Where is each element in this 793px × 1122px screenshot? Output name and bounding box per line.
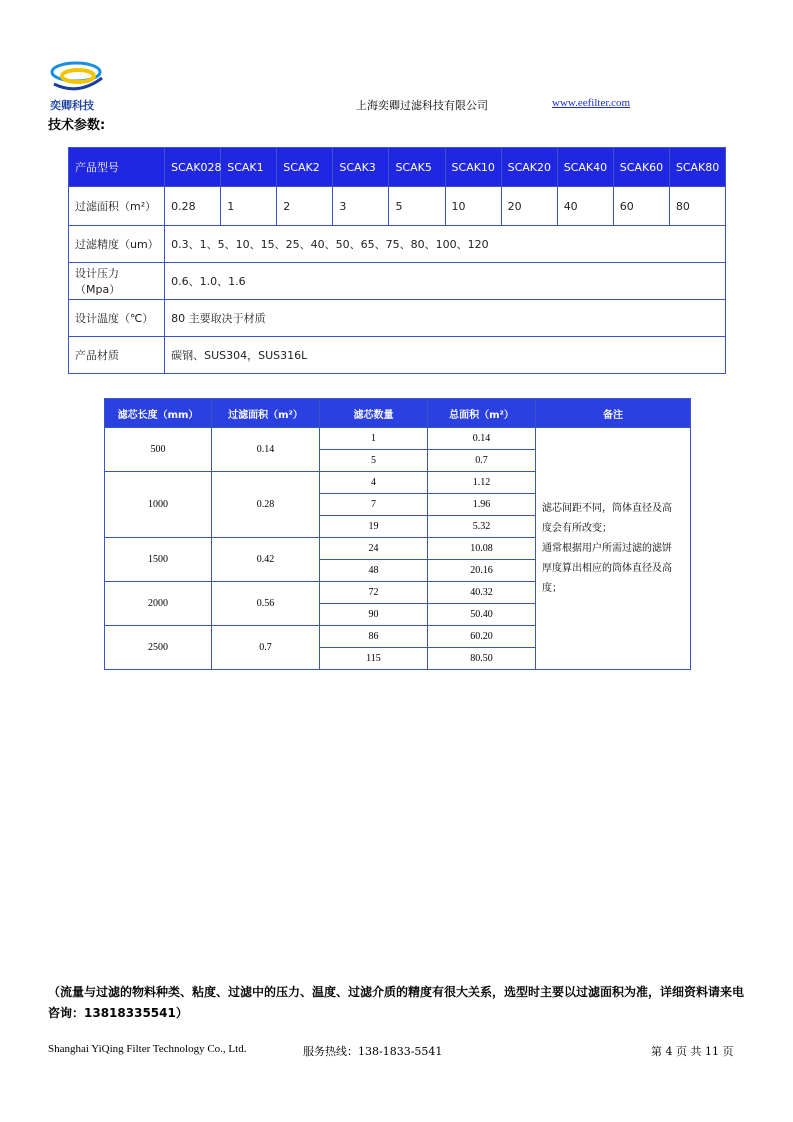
model-label: 产品型号 bbox=[69, 148, 165, 187]
area-cell: 0.28 bbox=[165, 187, 221, 226]
area-cell: 60 bbox=[613, 187, 669, 226]
total-area-cell: 20.16 bbox=[428, 560, 536, 582]
remark-line: 厚度算出相应的筒体直径及高 bbox=[542, 562, 672, 574]
model-cell: SCAK20 bbox=[501, 148, 557, 187]
total-area-cell: 0.7 bbox=[428, 450, 536, 472]
area-cell: 10 bbox=[445, 187, 501, 226]
spec-label: 产品材质 bbox=[69, 337, 165, 374]
footer-company: Shanghai YiQing Filter Technology Co., Ltd. bbox=[48, 1043, 247, 1055]
spec-label: 过滤精度（um） bbox=[69, 226, 165, 263]
remark-line: 度会有所改变； bbox=[542, 522, 612, 534]
model-cell: SCAK40 bbox=[557, 148, 613, 187]
spec-label: 设计压力（Mpa） bbox=[69, 263, 165, 300]
area-row bbox=[69, 187, 726, 226]
total-area-cell: 40.32 bbox=[428, 582, 536, 604]
count-cell: 86 bbox=[320, 626, 428, 648]
count-cell: 48 bbox=[320, 560, 428, 582]
model-cell: SCAK1 bbox=[221, 148, 277, 187]
count-cell: 4 bbox=[320, 472, 428, 494]
length-header-cell: 滤芯长度（mm） bbox=[105, 399, 212, 428]
total-area-cell: 80.50 bbox=[428, 648, 536, 670]
selection-note: （流量与过滤的物料种类、粘度、过滤中的压力、温度、过滤介质的精度有很大关系，选型时主要以过滤面积为准，详细资料请来电咨询：13818335541） bbox=[48, 985, 745, 1020]
company-name: 上海奕卿过滤科技有限公司 bbox=[356, 99, 488, 112]
website-link[interactable]: www.eefilter.com bbox=[552, 97, 631, 109]
length-table bbox=[104, 398, 691, 670]
area-cell: 40 bbox=[557, 187, 613, 226]
spec-value: 80 主要取决于材质 bbox=[165, 300, 726, 337]
element-area-cell: 0.42 bbox=[212, 538, 320, 582]
total-area-cell: 60.20 bbox=[428, 626, 536, 648]
model-cell: SCAK3 bbox=[333, 148, 389, 187]
length-header-row bbox=[105, 399, 691, 428]
count-cell: 24 bbox=[320, 538, 428, 560]
logo-text: 奕卿科技 bbox=[50, 99, 94, 112]
specs-table bbox=[68, 147, 726, 374]
count-cell: 115 bbox=[320, 648, 428, 670]
length-cell: 1000 bbox=[105, 472, 212, 538]
count-cell: 5 bbox=[320, 450, 428, 472]
element-area-cell: 0.14 bbox=[212, 428, 320, 472]
spec-label: 设计温度（℃） bbox=[69, 300, 165, 337]
area-cell: 3 bbox=[333, 187, 389, 226]
remark-cell bbox=[536, 428, 691, 670]
spec-row bbox=[69, 226, 726, 263]
total-area-cell: 1.96 bbox=[428, 494, 536, 516]
total-area-cell: 0.14 bbox=[428, 428, 536, 450]
remark-line: 度； bbox=[542, 582, 562, 594]
page-number: 第 4 页 共 11 页 bbox=[651, 1045, 734, 1058]
element-area-cell: 0.7 bbox=[212, 626, 320, 670]
count-cell: 90 bbox=[320, 604, 428, 626]
area-cell: 20 bbox=[501, 187, 557, 226]
model-cell: SCAK60 bbox=[613, 148, 669, 187]
element-area-cell: 0.28 bbox=[212, 472, 320, 538]
total-area-cell: 50.40 bbox=[428, 604, 536, 626]
spec-value: 0.3、1、5、10、15、25、40、50、65、75、80、100、120 bbox=[165, 226, 726, 263]
spec-row bbox=[69, 300, 726, 337]
model-cell: SCAK028 bbox=[165, 148, 221, 187]
area-cell: 5 bbox=[389, 187, 445, 226]
count-cell: 1 bbox=[320, 428, 428, 450]
model-cell: SCAK2 bbox=[277, 148, 333, 187]
count-cell: 72 bbox=[320, 582, 428, 604]
length-cell: 500 bbox=[105, 428, 212, 472]
count-cell: 7 bbox=[320, 494, 428, 516]
length-header-cell: 备注 bbox=[536, 399, 691, 428]
length-header-cell: 总面积（m²） bbox=[428, 399, 536, 428]
model-cell: SCAK80 bbox=[669, 148, 725, 187]
area-label: 过滤面积（m²） bbox=[69, 187, 165, 226]
spec-value: 0.6、1.0、1.6 bbox=[165, 263, 726, 300]
table-row bbox=[105, 428, 691, 450]
length-header-cell: 过滤面积（m²） bbox=[212, 399, 320, 428]
model-cell: SCAK5 bbox=[389, 148, 445, 187]
spec-row bbox=[69, 337, 726, 374]
section-title: 技术参数: bbox=[48, 118, 106, 133]
length-header-cell: 滤芯数量 bbox=[320, 399, 428, 428]
specs-header-row bbox=[69, 148, 726, 187]
area-cell: 1 bbox=[221, 187, 277, 226]
total-area-cell: 5.32 bbox=[428, 516, 536, 538]
model-cell: SCAK10 bbox=[445, 148, 501, 187]
total-area-cell: 10.08 bbox=[428, 538, 536, 560]
total-area-cell: 1.12 bbox=[428, 472, 536, 494]
spec-value: 碳钢、SUS304，SUS316L bbox=[165, 337, 726, 374]
length-cell: 2000 bbox=[105, 582, 212, 626]
spec-row bbox=[69, 263, 726, 300]
length-cell: 2500 bbox=[105, 626, 212, 670]
footer-hotline: 服务热线：138-1833-5541 bbox=[303, 1045, 443, 1058]
area-cell: 2 bbox=[277, 187, 333, 226]
area-cell: 80 bbox=[669, 187, 725, 226]
remark-line: 通常根据用户所需过滤的滤饼 bbox=[542, 542, 672, 554]
remark-line: 滤芯间距不同，筒体直径及高 bbox=[542, 502, 672, 514]
length-cell: 1500 bbox=[105, 538, 212, 582]
element-area-cell: 0.56 bbox=[212, 582, 320, 626]
count-cell: 19 bbox=[320, 516, 428, 538]
